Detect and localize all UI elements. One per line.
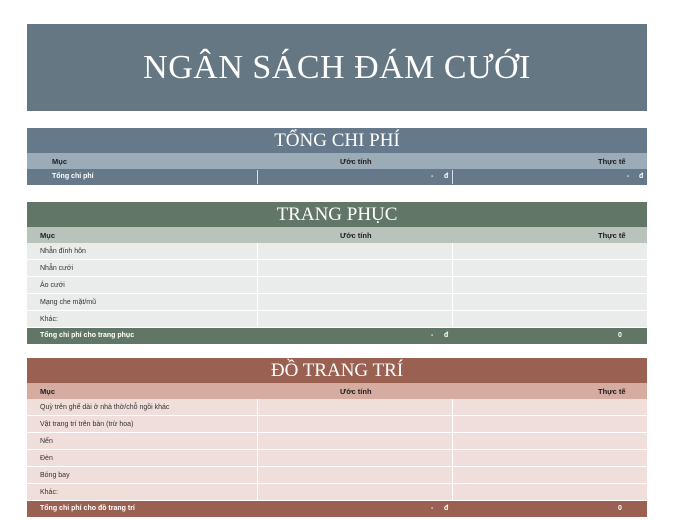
decor-header-row xyxy=(27,383,647,399)
estimate-cell[interactable] xyxy=(257,416,453,432)
table-row[interactable] xyxy=(27,277,647,294)
estimate-cell[interactable] xyxy=(257,399,453,415)
clothing-header-row xyxy=(27,227,647,243)
row-label: Khác: xyxy=(40,489,58,496)
row-label: Áo cưới xyxy=(40,282,65,289)
estimate-cell[interactable] xyxy=(257,277,453,293)
table-row[interactable] xyxy=(27,484,647,501)
summary-header-row xyxy=(27,153,647,169)
total-cell-divider xyxy=(257,170,453,184)
summary-total-row xyxy=(27,169,647,185)
page-title: NGÂN SÁCH ĐÁM CƯỚI xyxy=(27,24,647,111)
total-label: Tổng chi phí xyxy=(52,173,94,180)
table-row[interactable] xyxy=(27,399,647,416)
row-label: Vật trang trí trên bàn (trừ hoa) xyxy=(40,421,134,428)
estimate-cell[interactable] xyxy=(257,450,453,466)
total-estimate[interactable]: - xyxy=(431,332,434,339)
row-label: Nến xyxy=(40,438,53,445)
col-actual-header: Thực tế xyxy=(598,231,626,240)
table-row[interactable] xyxy=(27,243,647,260)
decor-section xyxy=(27,358,647,517)
row-label: Nhẫn cưới xyxy=(40,265,74,272)
estimate-cell[interactable] xyxy=(257,294,453,310)
clothing-total-row xyxy=(27,328,647,344)
total-estimate-currency: đ xyxy=(444,332,449,339)
row-label: Quỳ trên ghế dài ở nhà thờ/chỗ ngồi khác xyxy=(40,404,170,411)
estimate-cell[interactable] xyxy=(257,484,453,500)
table-row[interactable] xyxy=(27,260,647,277)
total-actual[interactable]: 0 xyxy=(618,332,622,339)
col-estimate-header: Ước tính xyxy=(340,157,372,166)
col-estimate-header: Ước tính xyxy=(340,387,372,396)
col-actual-header: Thực tế xyxy=(598,387,626,396)
total-actual-currency: đ xyxy=(639,173,644,180)
total-estimate[interactable]: - xyxy=(431,173,434,180)
total-estimate-currency: đ xyxy=(444,173,449,180)
col-actual-header: Thực tế xyxy=(598,157,626,166)
estimate-cell[interactable] xyxy=(257,260,453,276)
total-estimate[interactable]: - xyxy=(431,505,434,512)
decor-total-row xyxy=(27,501,647,517)
row-label: Bóng bay xyxy=(40,472,70,479)
table-row[interactable] xyxy=(27,294,647,311)
table-row[interactable] xyxy=(27,467,647,484)
table-row[interactable] xyxy=(27,433,647,450)
col-estimate-header: Ước tính xyxy=(340,231,372,240)
estimate-cell[interactable] xyxy=(257,243,453,259)
total-label: Tổng chi phí cho trang phục xyxy=(40,332,135,339)
clothing-section xyxy=(27,202,647,344)
total-label: Tổng chi phí cho đồ trang trí xyxy=(40,505,135,512)
clothing-title: TRANG PHỤC xyxy=(27,202,647,227)
col-item-header: Mục xyxy=(40,387,55,396)
total-actual[interactable]: - xyxy=(627,173,630,180)
total-actual[interactable]: 0 xyxy=(618,505,622,512)
estimate-cell[interactable] xyxy=(257,467,453,483)
summary-section xyxy=(27,128,647,185)
decor-title: ĐỒ TRANG TRÍ xyxy=(27,358,647,383)
col-item-header: Mục xyxy=(40,231,55,240)
row-label: Mạng che mặt/mũ xyxy=(40,299,97,306)
estimate-cell[interactable] xyxy=(257,433,453,449)
table-row[interactable] xyxy=(27,416,647,433)
total-estimate-currency: đ xyxy=(444,505,449,512)
estimate-cell[interactable] xyxy=(257,311,453,327)
col-item-header: Mục xyxy=(52,157,67,166)
row-label: Nhẫn đính hôn xyxy=(40,248,86,255)
summary-title: TỔNG CHI PHÍ xyxy=(27,128,647,153)
table-row[interactable] xyxy=(27,311,647,328)
row-label: Khác: xyxy=(40,316,58,323)
row-label: Đèn xyxy=(40,455,53,462)
table-row[interactable] xyxy=(27,450,647,467)
